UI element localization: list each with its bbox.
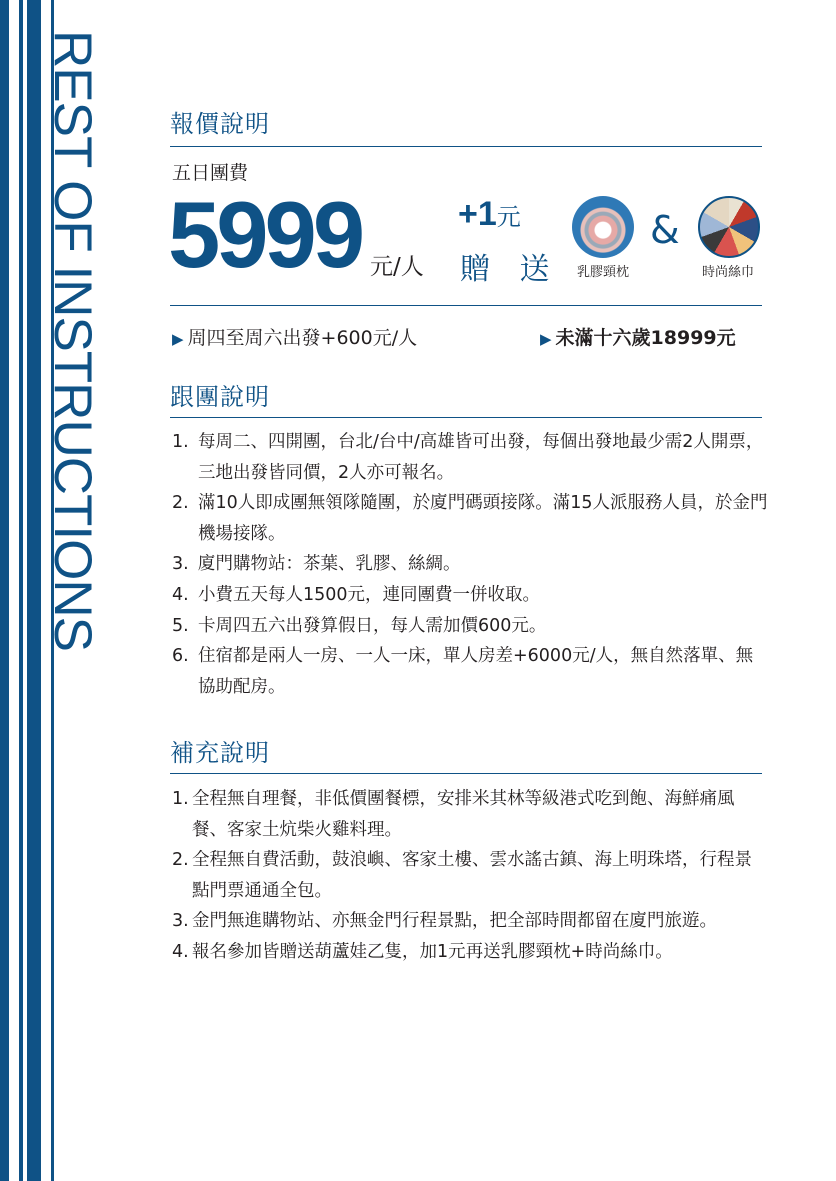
- triangle-bullet-icon: ▶: [172, 330, 184, 348]
- list-item: 5. 卡周四五六出發算假日，每人需加價600元。: [172, 615, 547, 636]
- pillow-image: [572, 196, 634, 258]
- vertical-title: REST OF INSTRUCTIONS: [43, 30, 102, 651]
- list-item: 4. 報名參加皆贈送葫蘆娃乙隻，加1元再送乳膠頸枕+時尚絲巾。: [172, 941, 673, 962]
- price-value: 5999: [168, 182, 362, 287]
- gift-label: 贈 送: [460, 252, 560, 287]
- gift-scarf: [692, 196, 764, 280]
- triangle-bullet-icon: ▶: [540, 330, 552, 348]
- list-item: 2. 滿10人即成團無領隊隨團，於廈門碼頭接隊。滿15人派服務人員，於金門機場接隊。: [172, 493, 768, 544]
- extra-heading: 補充說明: [170, 739, 270, 767]
- side-stripe: [27, 0, 41, 1181]
- list-item: 3. 廈門購物站：茶葉、乳膠、絲綢。: [172, 554, 461, 575]
- price-unit: 元/人: [370, 254, 424, 280]
- tour-list: [172, 427, 768, 702]
- divider: [170, 417, 762, 418]
- gift-scarf-caption: 時尚絲巾: [701, 265, 754, 280]
- side-stripe: [0, 0, 9, 1181]
- list-item: 1. 全程無自理餐，非低價團餐標，安排米其林等級港式吃到飽、海鮮痛風餐、客家土炕柴火雞料理。: [172, 789, 735, 840]
- note-youth-text: 未滿十六歲18999元: [555, 327, 736, 349]
- note-weekend: [172, 323, 417, 350]
- scarf-image: [698, 196, 760, 258]
- divider: [170, 305, 762, 306]
- plus-one-value: +1: [458, 195, 497, 233]
- divider: [170, 773, 762, 774]
- divider: [170, 146, 762, 147]
- plus-one-unit: 元: [496, 204, 521, 231]
- list-item: 2. 全程無自費活動，鼓浪嶼、客家土樓、雲水謠古鎮、海上明珠塔，行程景點門票通通全包。: [172, 850, 752, 901]
- pricing-heading: 報價說明: [170, 110, 270, 138]
- tour-heading: 跟團說明: [170, 383, 270, 411]
- note-weekend-text: 周四至周六出發+600元/人: [187, 327, 418, 349]
- gift-pillow-caption: 乳膠頸枕: [576, 265, 629, 280]
- list-item: 6. 住宿都是兩人一房、一人一床，單人房差+6000元/人，無自然落單、無協助配房。: [172, 646, 754, 697]
- list-item: 4. 小費五天每人1500元，連同團費一併收取。: [172, 584, 541, 605]
- extra-list: [172, 784, 767, 968]
- note-youth: [540, 323, 736, 350]
- ampersand: &: [650, 208, 680, 252]
- list-item: 3. 金門無進購物站、亦無金門行程景點，把全部時間都留在廈門旅遊。: [172, 911, 717, 932]
- gift-pillow: [568, 196, 638, 280]
- plus-one: [458, 194, 521, 238]
- side-stripe: [19, 0, 23, 1181]
- pricing-subheading: 五日團費: [172, 162, 249, 184]
- list-item: 1. 每周二、四開團，台北/台中/高雄皆可出發，每個出發地最少需2人開票，三地出發皆同價，2人亦可報名。: [172, 432, 764, 483]
